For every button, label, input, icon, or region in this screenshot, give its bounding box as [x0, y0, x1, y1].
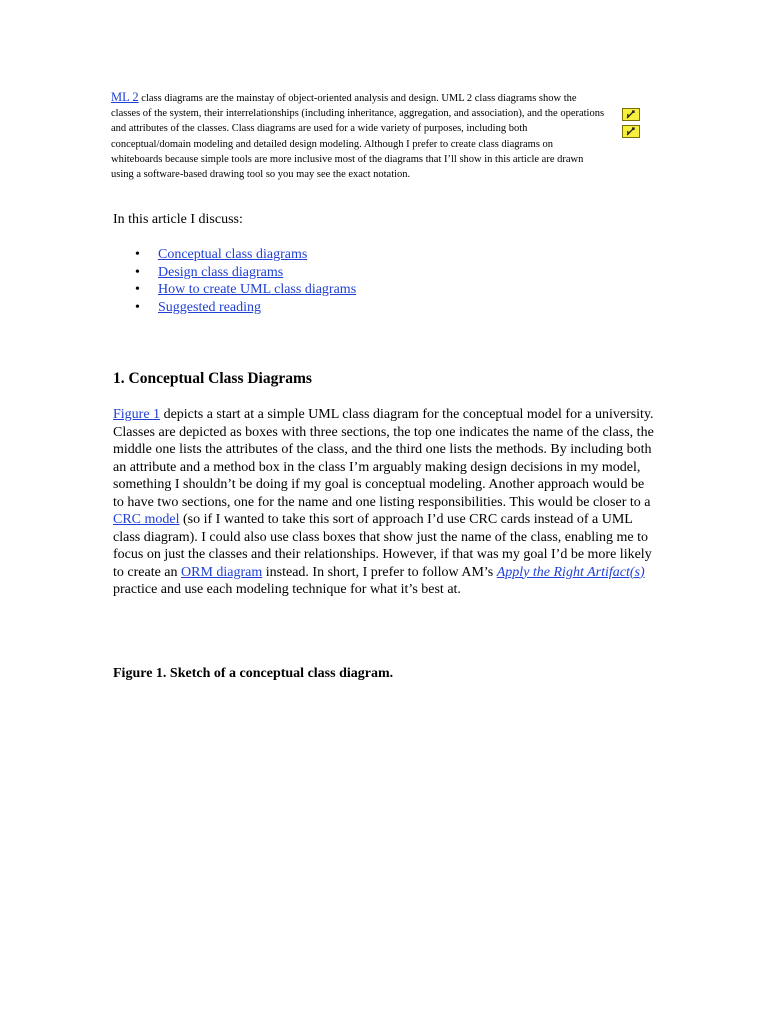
- toc-link-conceptual[interactable]: Conceptual class diagrams: [158, 247, 308, 262]
- icon-column: [622, 108, 644, 142]
- intro-text: class diagrams are the mainstay of object-oriented analysis and design. UML 2 class diagrams show the classes of the system, their interrelationships (including inheritance, aggregation, and association), and the operations and attributes of the classes. Class diagrams are used for a wide variety of purposes, including both conceptual/domain modeling and detailed design modeling. Although I prefer to create class diagrams on whiteboards because simple tools are more inclusive most of the diagrams that I’ll show in this article are drawn using a software-based drawing tool so you may see the exact notation.: [111, 93, 605, 181]
- discuss-intro: In this article I discuss:: [113, 212, 243, 227]
- section-body: [113, 406, 658, 599]
- body-text: instead. In short, I prefer to follow AM’s: [262, 564, 497, 580]
- toc-item: [113, 281, 356, 299]
- toc-item: [113, 299, 356, 317]
- uml2-link[interactable]: ML 2: [111, 90, 139, 104]
- toc-link-design[interactable]: Design class diagrams: [158, 264, 284, 280]
- section-heading: 1. Conceptual Class Diagrams: [113, 370, 312, 387]
- edit-link-icon[interactable]: [622, 125, 640, 138]
- apply-right-artifact-link[interactable]: Apply the Right Artifact(s): [496, 564, 645, 580]
- body-text: depicts a start at a simple UML class diagram for the conceptual model for a university. Classes are depicted as boxes with three sections, the top one indicates the name of the class, the middle one lists the attributes of the class, and the third one lists the methods. By including both an attribute and a method box in the class I’m arguably making design decisions in my model, something I shouldn’t be doing if my goal is conceptual modeling. Another approach would be to have two sections, one for the name and one listing responsibilities. This would be closer to a: [113, 407, 654, 510]
- crc-model-link[interactable]: CRC model: [113, 512, 180, 527]
- body-text: (so if I wanted to take this sort of approach I’d use CRC cards instead of a UML class diagram). I could also use class boxes that show just the name of the class, enabling me to focus on just the classes and their relationships. However, if that was my goal I’d be more likely to create an: [113, 512, 652, 580]
- toc-item: [113, 246, 356, 264]
- body-text: practice and use each modeling technique for what it’s best at.: [113, 582, 461, 597]
- toc-item: [113, 264, 356, 282]
- intro-paragraph: [111, 90, 606, 182]
- toc-link-how-to-create[interactable]: How to create UML class diagrams: [158, 282, 357, 297]
- figure-1-link[interactable]: Figure 1: [113, 407, 161, 422]
- orm-diagram-link[interactable]: ORM diagram: [181, 564, 263, 580]
- edit-link-icon[interactable]: [622, 108, 640, 121]
- toc-link-suggested-reading[interactable]: Suggested reading: [158, 299, 262, 315]
- figure-caption: Figure 1. Sketch of a conceptual class diagram.: [113, 666, 394, 681]
- table-of-contents: [113, 246, 356, 316]
